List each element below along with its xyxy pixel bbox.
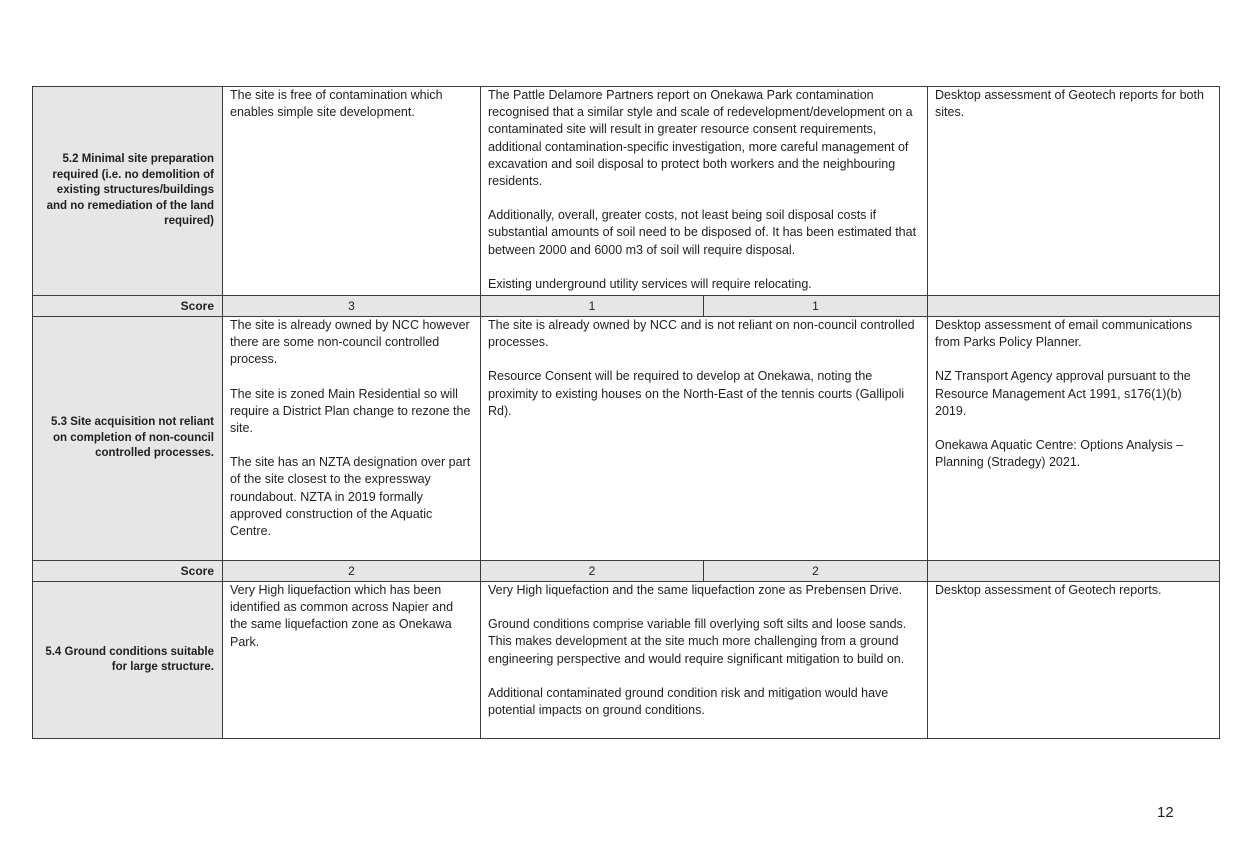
evidence-cell bbox=[928, 317, 1220, 561]
paragraph: Very High liquefaction which has been identified as common across Napier and the same liquefaction zone as Onekawa Park. bbox=[230, 583, 454, 649]
paragraph: The site has an NZTA designation over part of the site closest to the expressway roundabout. NZTA in 2019 formally approved construction of the Aquatic Centre. bbox=[230, 455, 471, 539]
paragraph: NZ Transport Agency approval pursuant to the Resource Management Act 1991, s176(1)(b) 2019. bbox=[935, 369, 1191, 418]
evidence-cell bbox=[928, 87, 1220, 296]
paragraph: Desktop assessment of email communications from Parks Policy Planner. bbox=[935, 318, 1193, 350]
site-a-cell bbox=[223, 582, 481, 739]
paragraph: Existing underground utility services will require relocating. bbox=[488, 276, 812, 291]
assessment-table bbox=[32, 86, 1220, 739]
page-number: 12 bbox=[1157, 804, 1174, 821]
paragraph: The Pattle Delamore Partners report on Onekawa Park contamination recognised that a similar style and scale of redevelopment/development on a contaminated site will result in greater resource consent requirements, additional contamination-specific investigation, more careful management of excavation and soil disposal to protect both workers and the neighbouring residents. bbox=[488, 88, 913, 189]
paragraph: Additionally, overall, greater costs, not least being soil disposal costs if substantial amounts of soil need to be disposed of. It has been estimated that between 2000 and 6000 m3 of soil will require disposal. bbox=[488, 208, 917, 257]
criterion-label: 5.2 Minimal site preparation required (i.e. no demolition of existing structures/buildings and no remediation of the land required) bbox=[33, 87, 223, 296]
score-label: Score bbox=[33, 561, 223, 582]
paragraph: The site is already owned by NCC however there are some non-council controlled process. bbox=[230, 318, 470, 367]
score-empty bbox=[928, 561, 1220, 582]
score-value: 2 bbox=[223, 561, 481, 582]
score-row bbox=[33, 561, 1220, 582]
site-b-cell bbox=[481, 87, 928, 296]
score-row bbox=[33, 296, 1220, 317]
paragraph: Resource Consent will be required to develop at Onekawa, noting the proximity to existing houses on the North-East of the tennis courts (Gallipoli Rd). bbox=[488, 369, 905, 418]
score-value: 3 bbox=[223, 296, 481, 317]
paragraph: The site is free of contamination which enables simple site development. bbox=[230, 88, 443, 120]
paragraph: Very High liquefaction and the same liquefaction zone as Prebensen Drive. bbox=[488, 583, 903, 597]
score-value: 1 bbox=[481, 296, 704, 317]
site-b-cell bbox=[481, 582, 928, 739]
score-value: 2 bbox=[481, 561, 704, 582]
criterion-row bbox=[33, 87, 1220, 296]
paragraph: The site is already owned by NCC and is not reliant on non-council controlled processes. bbox=[488, 318, 915, 350]
paragraph: Additional contaminated ground condition risk and mitigation would have potential impacts on ground conditions. bbox=[488, 685, 889, 718]
criterion-row bbox=[33, 317, 1220, 561]
paragraph: Desktop assessment of Geotech reports. bbox=[935, 583, 1162, 597]
score-label: Score bbox=[33, 296, 223, 317]
site-a-cell bbox=[223, 87, 481, 296]
criterion-row bbox=[33, 582, 1220, 739]
criterion-label: 5.4 Ground conditions suitable for large structure. bbox=[33, 582, 223, 739]
paragraph: Desktop assessment of Geotech reports for both sites. bbox=[935, 88, 1204, 120]
score-empty bbox=[928, 296, 1220, 317]
site-a-cell bbox=[223, 317, 481, 561]
score-value: 1 bbox=[704, 296, 928, 317]
criterion-label: 5.3 Site acquisition not reliant on completion of non-council controlled processes. bbox=[33, 317, 223, 561]
paragraph: Onekawa Aquatic Centre: Options Analysis – Planning (Stradegy) 2021. bbox=[935, 438, 1184, 470]
paragraph: Ground conditions comprise variable fill overlying soft silts and loose sands. This makes development at the site much more challenging from a ground engineering perspective and would require significant mitigation to build on. bbox=[488, 617, 907, 666]
evidence-cell bbox=[928, 582, 1220, 739]
paragraph: The site is zoned Main Residential so will require a District Plan change to rezone the site. bbox=[230, 386, 471, 436]
score-value: 2 bbox=[704, 561, 928, 582]
site-b-cell bbox=[481, 317, 928, 561]
